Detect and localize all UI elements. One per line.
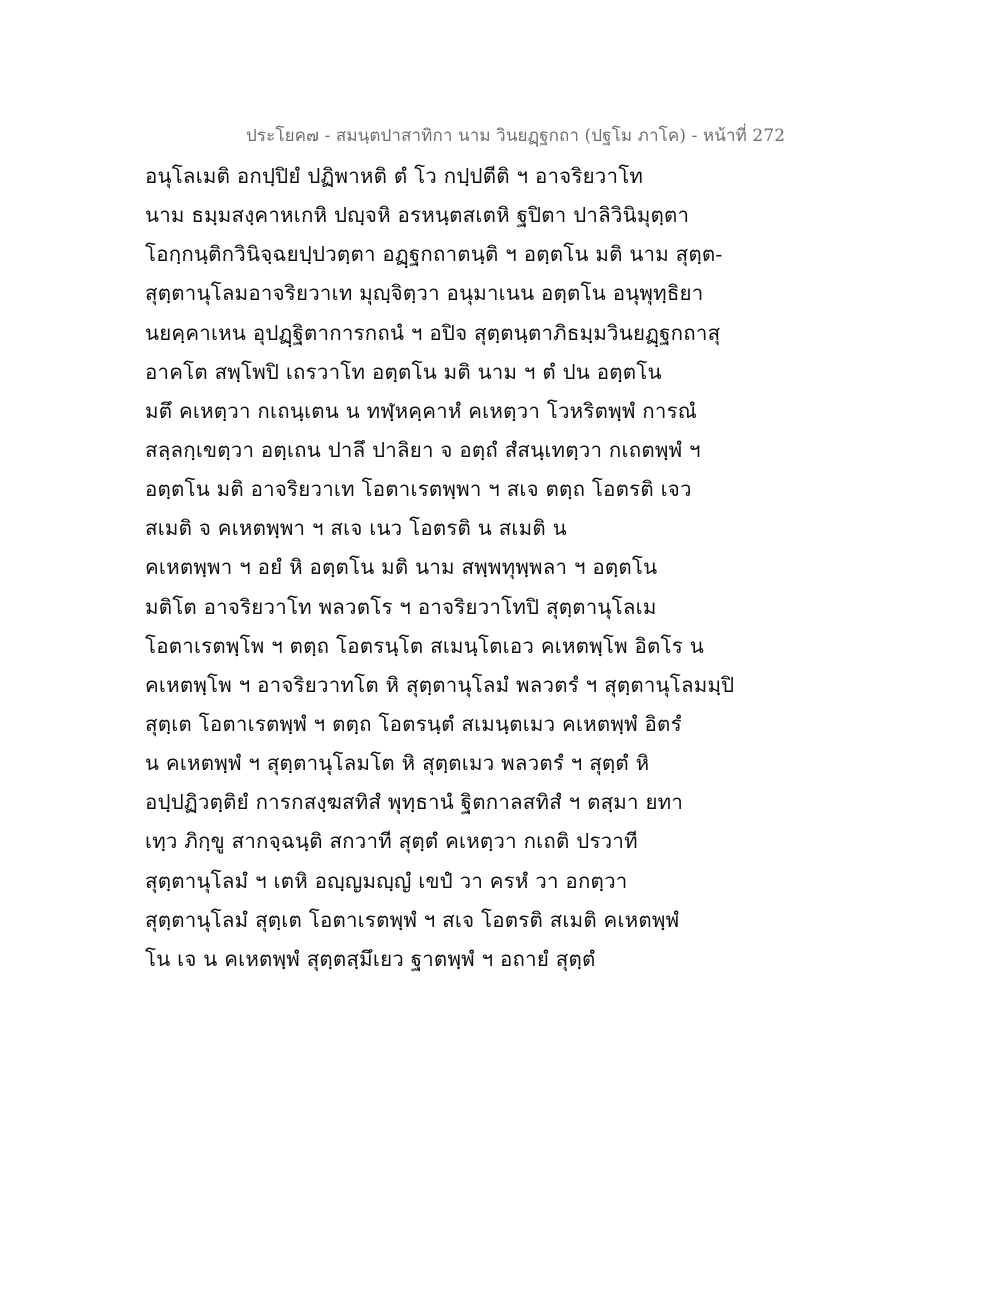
text-line: สเมติ จ คเหตพฺพา ฯ สเจ เนว โอตรติ น สเมติ น bbox=[145, 516, 567, 541]
text-line: สลฺลกฺเขตฺวา อตฺเถน ปาลึ ปาลิยา จ อตฺถํ สํสนฺเทตฺวา กเถตพฺพํ ฯ bbox=[145, 437, 701, 462]
text-line: อปฺปฏิวตฺติยํ การกสงฺฆสทิสํ พุทฺธานํ ฐิตกาลสทิสํ ฯ ตสฺมา ยทา bbox=[145, 790, 684, 815]
page-header: ประโยค๗ - สมนฺตปาสาทิกา นาม วินยฏฺฐกถา (ปฐโม ภาโค) - หน้าที่ 272 bbox=[246, 126, 786, 146]
text-line: มติโต อาจริยวาโท พลวตโร ฯ อาจริยวาโทปิ สุตฺตานุโลเม bbox=[145, 594, 657, 619]
text-line: อนุโลเมติ อกปฺปิยํ ปฏิพาหติ ตํ โว กปฺปตีติ ฯ อาจริยวาโท bbox=[145, 164, 644, 188]
text-line: สุตฺตานุโลมํ สุตฺเต โอตาเรตพฺพํ ฯ สเจ โอตรติ สเมติ คเหตพฺพํ bbox=[145, 907, 680, 932]
text-line: โอกฺกนฺติกวินิจฺฉยปฺปวตฺตา อฏฺฐกถาตนฺติ ฯ อตฺตโน มติ นาม สุตฺต- bbox=[145, 242, 723, 267]
text-line: สุตฺตานุโลมํ ฯ เตหิ อญฺญมญฺญํ เขปํ วา ครหํ วา อกตฺวา bbox=[145, 868, 628, 893]
text-line: สุตฺตานุโลมอาจริยวาเท มุญฺจิตฺวา อนุมาเนน อตฺตโน อนุพุทฺธิยา bbox=[145, 281, 704, 306]
text-line: อตฺตโน มติ อาจริยวาเท โอตาเรตพฺพา ฯ สเจ ตตฺถ โอตรติ เจว bbox=[145, 477, 692, 502]
text-line: เทฺว ภิกฺขู สากจฺฉนฺติ สกวาที สุตฺตํ คเหตฺวา กเถติ ปรวาที bbox=[145, 829, 638, 854]
text-line: นยคฺคาเหน อุปฏฺฐิตาการกถนํ ฯ อปิจ สุตฺตนฺตาภิธมฺมวินยฏฺฐกถาสุ bbox=[145, 320, 721, 345]
text-line: นาม ธมฺมสงฺคาหเกหิ ปญฺจหิ อรหนฺตสเตหิ ฐปิตา ปาลิวินิมุตฺตา bbox=[145, 203, 690, 228]
text-line: โอตาเรตพฺโพ ฯ ตตฺถ โอตรนฺโต สเมนฺโตเอว คเหตพฺโพ อิตโร น bbox=[145, 633, 704, 658]
text-line: น คเหตพฺพํ ฯ สุตฺตานุโลมโต หิ สุตฺตเมว พลวตรํ ฯ สุตฺตํ หิ bbox=[145, 751, 650, 776]
text-line: โน เจ น คเหตพฺพํ สุตฺตสฺมึเยว ฐาตพฺพํ ฯ อถายํ สุตฺตํ bbox=[145, 946, 596, 971]
text-line: อาคโต สพฺโพปิ เถรวาโท อตฺตโน มติ นาม ฯ ตํ ปน อตฺตโน bbox=[145, 359, 662, 384]
body-text bbox=[145, 157, 865, 979]
text-line: คเหตพฺโพ ฯ อาจริยวาทโต หิ สุตฺตานุโลมํ พลวตรํ ฯ สุตฺตานุโลมมฺปิ bbox=[145, 672, 735, 697]
text-line: มตึ คเหตฺวา กเถนฺเตน น ทฬฺหคฺคาหํ คเหตฺวา โวหริตพฺพํ การณํ bbox=[145, 398, 697, 423]
text-line: สุตฺเต โอตาเรตพฺพํ ฯ ตตฺถ โอตรนฺตํ สเมนฺตเมว คเหตพฺพํ อิตรํ bbox=[145, 711, 682, 736]
text-line: คเหตพฺพา ฯ อยํ หิ อตฺตโน มติ นาม สพฺพทุพฺพลา ฯ อตฺตโน bbox=[145, 555, 658, 580]
